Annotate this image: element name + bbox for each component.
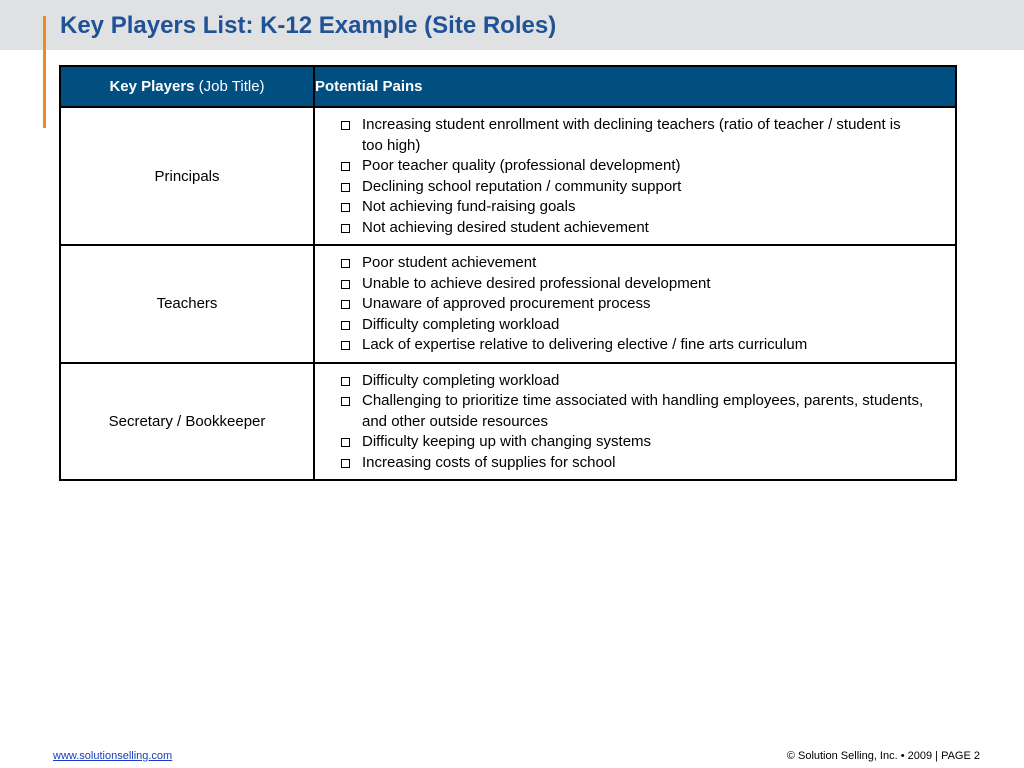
header-job-title-label: (Job Title) <box>194 78 265 95</box>
list-item <box>339 453 925 474</box>
accent-line <box>43 16 46 128</box>
table-row <box>60 107 956 245</box>
pain-list <box>339 371 925 474</box>
table-header-row <box>60 66 956 107</box>
table-row <box>60 363 956 481</box>
role-cell: Principals <box>60 107 314 245</box>
header-key-players-label: Key Players <box>109 78 195 95</box>
list-item <box>339 294 925 315</box>
pain-text: Difficulty completing workload <box>362 315 560 333</box>
checkbox-bullet-icon <box>341 224 350 233</box>
list-item <box>339 432 925 453</box>
pain-text: Lack of expertise relative to delivering elective / fine arts curriculum <box>362 336 808 353</box>
list-item <box>339 177 925 198</box>
copyright-page-number: © Solution Selling, Inc. • 2009 | PAGE 2 <box>786 750 980 762</box>
website-link[interactable]: www.solutionselling.com <box>53 750 173 762</box>
pain-text: Declining school reputation / community support <box>362 177 682 195</box>
pain-text: Increasing student enrollment with declining teachers (ratio of teacher / student is too high) <box>362 116 901 154</box>
list-item <box>339 391 925 432</box>
pain-text: Difficulty completing workload <box>362 371 560 389</box>
list-item <box>339 218 925 239</box>
pain-text: Increasing costs of supplies for school <box>362 453 616 471</box>
role-cell: Secretary / Bookkeeper <box>60 363 314 481</box>
list-item <box>339 115 925 156</box>
pain-list <box>339 115 925 238</box>
pains-cell <box>314 363 956 481</box>
pain-text: Challenging to prioritize time associated with handling employees, parents, students, and other outside resources <box>362 392 924 430</box>
pain-text: Not achieving fund-raising goals <box>362 198 576 215</box>
pain-list <box>339 253 925 356</box>
list-item <box>339 335 925 356</box>
list-item <box>339 315 925 336</box>
pain-text: Poor student achievement <box>362 254 537 271</box>
pain-text: Difficulty keeping up with changing systems <box>362 433 652 450</box>
checkbox-bullet-icon <box>341 162 350 171</box>
header-key-players <box>60 66 314 107</box>
pains-cell <box>314 107 956 245</box>
slide-title: Key Players List: K-12 Example (Site Roles) <box>60 12 557 39</box>
checkbox-bullet-icon <box>341 341 350 350</box>
checkbox-bullet-icon <box>341 203 350 212</box>
checkbox-bullet-icon <box>341 321 350 330</box>
role-cell: Teachers <box>60 245 314 363</box>
checkbox-bullet-icon <box>341 397 350 406</box>
checkbox-bullet-icon <box>341 300 350 309</box>
pain-text: Poor teacher quality (professional development) <box>362 157 681 174</box>
checkbox-bullet-icon <box>341 377 350 386</box>
list-item <box>339 274 925 295</box>
pain-text: Unable to achieve desired professional development <box>362 274 711 292</box>
key-players-table <box>59 65 957 481</box>
checkbox-bullet-icon <box>341 259 350 268</box>
pain-text: Not achieving desired student achievement <box>362 218 649 236</box>
list-item <box>339 253 925 274</box>
pain-text: Unaware of approved procurement process <box>362 295 651 312</box>
list-item <box>339 156 925 177</box>
checkbox-bullet-icon <box>341 183 350 192</box>
pains-cell <box>314 245 956 363</box>
table-row <box>60 245 956 363</box>
header-potential-pains: Potential Pains <box>314 66 956 107</box>
list-item <box>339 371 925 392</box>
list-item <box>339 197 925 218</box>
checkbox-bullet-icon <box>341 459 350 468</box>
checkbox-bullet-icon <box>341 121 350 130</box>
checkbox-bullet-icon <box>341 438 350 447</box>
checkbox-bullet-icon <box>341 280 350 289</box>
